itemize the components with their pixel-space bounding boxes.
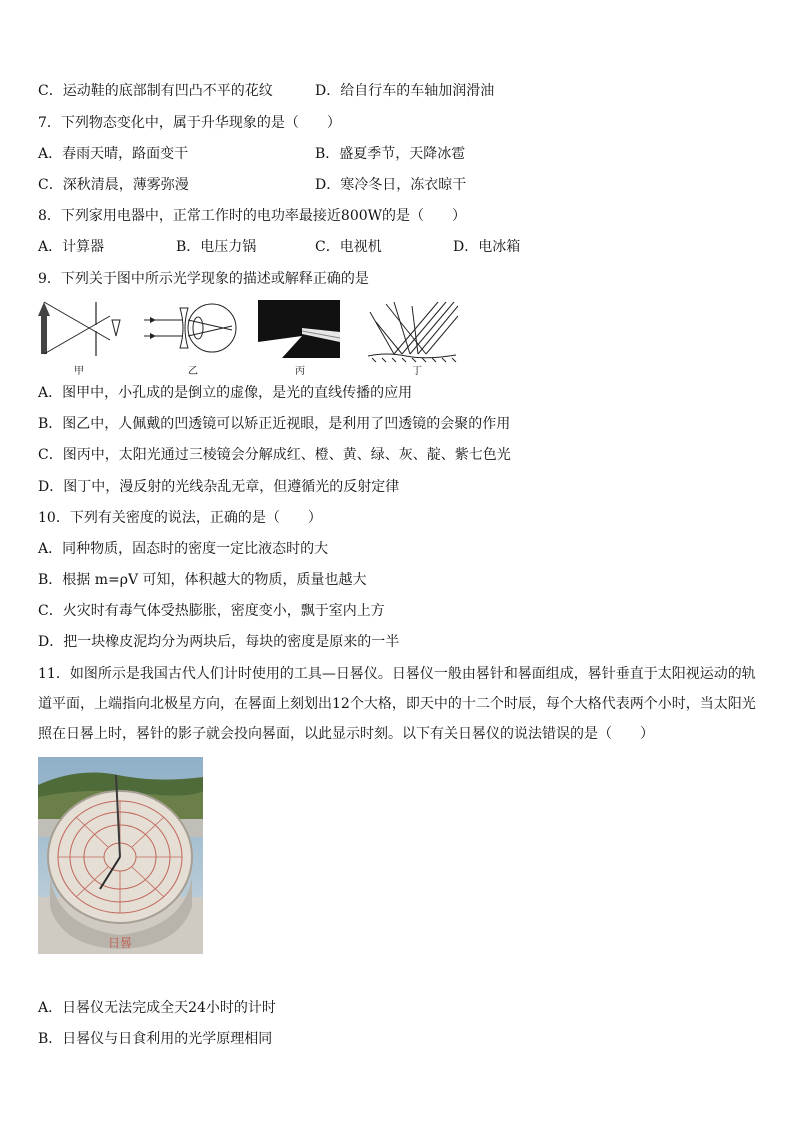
figure-ding-diffuse-reflection: [366, 298, 458, 364]
q7-option-c: C．深秋清晨，薄雾弥漫: [38, 177, 189, 193]
figure-bing-prism: [258, 298, 342, 360]
q7-option-a: A．春雨天晴，路面变干: [38, 146, 189, 162]
q8-stem: 8．下列家用电器中，正常工作时的电功率最接近800W的是（ ）: [38, 208, 467, 224]
q8-option-b: B．电压力锅: [176, 239, 257, 255]
q9-option-a: A．图甲中，小孔成的是倒立的虚像，是光的直线传播的应用: [38, 385, 413, 401]
q8-option-a: A．计算器: [38, 239, 105, 255]
q7-option-b: B．盛夏季节，天降冰雹: [315, 146, 466, 162]
q7-option-d: D．寒冷冬日，冻衣晾干: [315, 177, 467, 193]
q9-stem: 9．下列关于图中所示光学现象的描述或解释正确的是: [38, 271, 369, 287]
q11-option-a: A．日晷仪无法完成全天24小时的计时: [38, 1000, 276, 1016]
figure-ding-caption: 丁: [412, 366, 422, 377]
figure-jia-pinhole: [36, 298, 126, 362]
q8-option-d: D．电冰箱: [453, 239, 521, 255]
q11-stem: 11．如图所示是我国古代人们计时使用的工具—日晷仪。日晷仪一般由晷针和晷面组成，晷针垂直于太阳视运动的轨道平面，上端指向北极星方向，在晷面上刻划出12个大格，即天中的十二个时辰，每个大格代表两个小时，当太阳光照在日晷上时，晷针的影子就会投向晷面，以此显示时刻。以下有关日晷仪的说法错误的是（ ）: [38, 666, 756, 742]
q11-option-b: B．日晷仪与日食利用的光学原理相同: [38, 1031, 273, 1047]
figure-yi-eye-lens: [142, 298, 242, 362]
q6-option-d: D．给自行车的车轴加润滑油: [315, 83, 495, 99]
q10-option-d: D．把一块橡皮泥均分为两块后，每块的密度是原来的一半: [38, 634, 400, 650]
q6-option-c: C．运动鞋的底部制有凹凸不平的花纹: [38, 83, 273, 99]
figure-bing-caption: 丙: [295, 366, 305, 377]
q8-option-c: C．电视机: [315, 239, 382, 255]
q10-option-c: C．火灾时有毒气体受热膨胀，密度变小，飘于室内上方: [38, 603, 385, 619]
q9-option-b: B．图乙中，人佩戴的凹透镜可以矫正近视眼，是利用了凹透镜的会聚的作用: [38, 416, 511, 432]
figure-yi-caption: 乙: [188, 366, 198, 377]
q7-stem: 7．下列物态变化中，属于升华现象的是（ ）: [38, 115, 341, 131]
q9-option-d: D．图丁中，漫反射的光线杂乱无章，但遵循光的反射定律: [38, 479, 400, 495]
q9-option-c: C．图丙中，太阳光通过三棱镜会分解成红、橙、黄、绿、灰、靛、紫七色光: [38, 447, 511, 463]
q10-option-a: A．同种物质，固态时的密度一定比液态时的大: [38, 541, 329, 557]
q10-stem: 10．下列有关密度的说法，正确的是（ ）: [38, 510, 322, 526]
sundial-photo: [38, 757, 203, 954]
q10-option-b: B．根据 m=ρV 可知，体积越大的物质，质量也越大: [38, 572, 367, 588]
sundial-photo-label: 日晷: [107, 936, 133, 950]
figure-jia-caption: 甲: [74, 366, 84, 377]
